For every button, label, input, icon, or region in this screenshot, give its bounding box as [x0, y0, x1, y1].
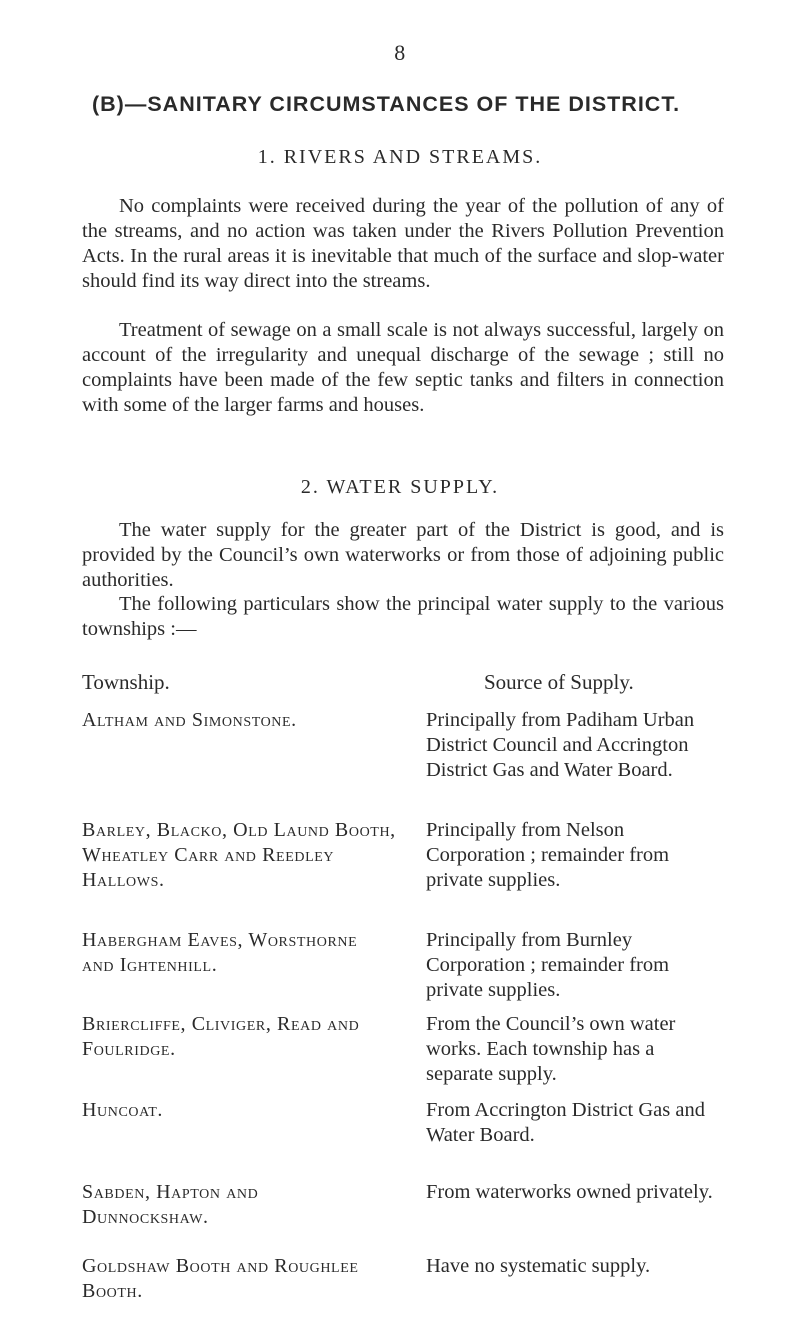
- table-row-township: Altham and Simonstone.: [82, 709, 297, 731]
- rivers-paragraph-2: Treatment of sewage on a small scale is not always successful, largely on account of the irregularity and unequal discharge of the sewage ; still no complaints have been made of the few septic tanks and filters in connection with some of the larger farms and houses.: [82, 319, 724, 416]
- table-row-township: Briercliffe, Cliviger, Read and Foulridge.: [82, 1013, 360, 1060]
- rivers-heading: 1. RIVERS AND STREAMS.: [257, 146, 543, 168]
- table-row-township: Sabden, Hapton and Dunnockshaw.: [82, 1181, 259, 1228]
- water-supply-heading: 2. WATER SUPPLY.: [300, 476, 500, 498]
- table-row-source: From Accrington District Gas and Water Board.: [426, 1099, 705, 1146]
- section-heading: (B)—SANITARY CIRCUMSTANCES OF THE DISTRICT.: [92, 92, 681, 116]
- table-row-township: Barley, Blacko, Old Laund Booth, Wheatley Carr and Reedley Hallows.: [82, 819, 396, 891]
- column-header-source: Source of Supply.: [484, 670, 634, 694]
- table-row-source: Have no systematic supply.: [426, 1255, 651, 1277]
- table-row-township: Goldshaw Booth and Roughlee Booth.: [82, 1255, 359, 1302]
- water-paragraph-2: The following particulars show the principal water supply to the various townships :—: [82, 593, 724, 640]
- water-paragraph-1: The water supply for the greater part of the District is good, and is provided by the Council’s own waterworks or from those of adjoining public authorities.: [82, 519, 724, 591]
- column-header-township: Township.: [82, 670, 170, 694]
- table-row-source: Principally from Nelson Corporation ; remainder from private supplies.: [426, 819, 670, 891]
- table-row-source: Principally from Padiham Urban District Council and Accrington District Gas and Water Board.: [426, 709, 695, 781]
- table-row-township: Habergham Eaves, Worsthorne and Ightenhill.: [82, 929, 358, 976]
- page-number: 8: [394, 40, 406, 65]
- table-row-township: Huncoat.: [82, 1099, 164, 1121]
- rivers-paragraph-1: No complaints were received during the year of the pollution of any of the streams, and no action was taken under the Rivers Pollution Prevention Acts. In the rural areas it is inevitable that much of the surface and slop-water should find its way direct into the streams.: [82, 195, 724, 292]
- table-row-source: From the Council’s own water works. Each township has a separate supply.: [426, 1013, 676, 1085]
- table-row-source: From waterworks owned privately.: [426, 1181, 713, 1203]
- table-row-source: Principally from Burnley Corporation ; remainder from private supplies.: [426, 929, 670, 1001]
